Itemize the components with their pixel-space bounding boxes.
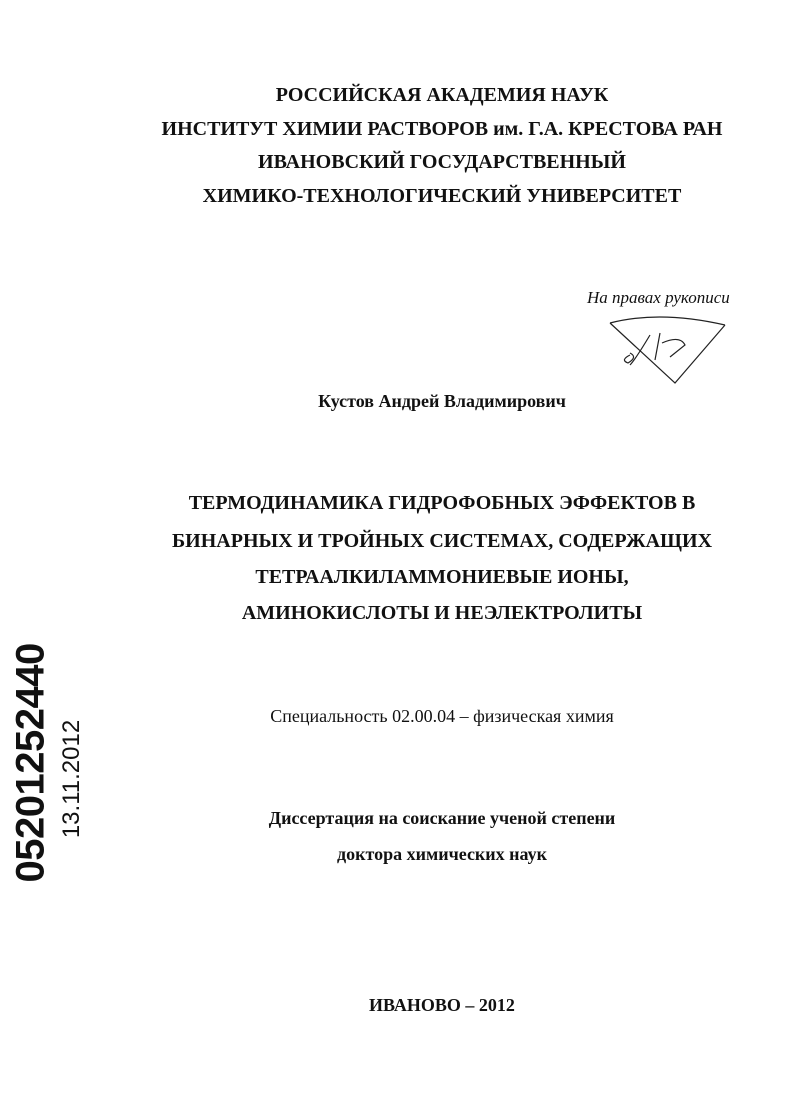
place-year: ИВАНОВО – 2012 bbox=[369, 995, 515, 1015]
title-line-2: БИНАРНЫХ И ТРОЙНЫХ СИСТЕМАХ, СОДЕРЖАЩИХ bbox=[171, 530, 713, 552]
manuscript-note: На правах рукописи bbox=[587, 288, 730, 307]
library-stamp-number: 05201252440 bbox=[8, 643, 53, 883]
signature-icon bbox=[600, 305, 750, 390]
title-line-4: АМИНОКИСЛОТЫ И НЕЭЛЕКТРОЛИТЫ bbox=[241, 602, 643, 624]
degree-line-1: Диссертация на соискание ученой степени bbox=[268, 808, 616, 828]
title-line-1: ТЕРМОДИНАМИКА ГИДРОФОБНЫХ ЭФФЕКТОВ В bbox=[188, 492, 696, 514]
author-name: Кустов Андрей Владимирович bbox=[318, 391, 566, 411]
specialty: Специальность 02.00.04 – физическая химия bbox=[270, 706, 614, 726]
title-line-3: ТЕТРААЛКИЛАММОНИЕВЫЕ ИОНЫ, bbox=[255, 566, 629, 588]
header-line-3: ИВАНОВСКИЙ ГОСУДАРСТВЕННЫЙ bbox=[258, 151, 626, 173]
library-stamp-date: 13.11.2012 bbox=[58, 719, 85, 839]
header-line-1: РОССИЙСКАЯ АКАДЕМИЯ НАУК bbox=[275, 84, 609, 106]
header-line-2: ИНСТИТУТ ХИМИИ РАСТВОРОВ им. Г.А. КРЕСТОВА РАН bbox=[161, 118, 723, 140]
header-line-4: ХИМИКО-ТЕХНОЛОГИЧЕСКИЙ УНИВЕРСИТЕТ bbox=[202, 185, 682, 207]
degree-line-2: доктора химических наук bbox=[336, 844, 547, 864]
